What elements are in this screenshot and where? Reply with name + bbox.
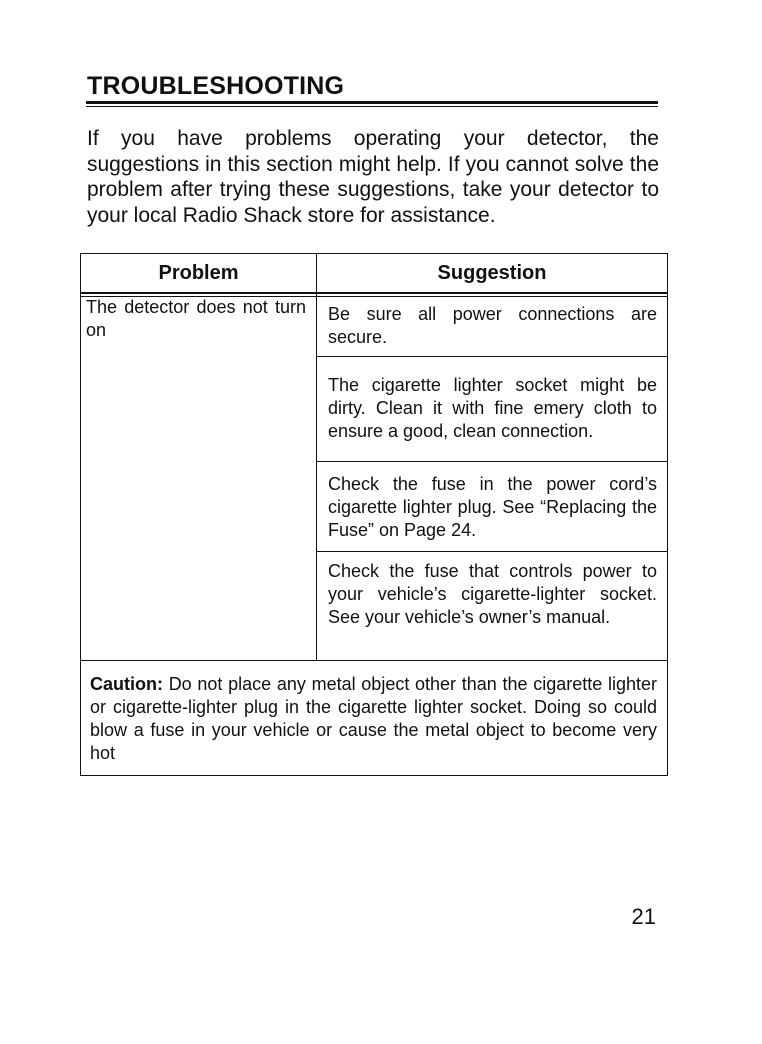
- suggestion-divider: [317, 356, 667, 357]
- header-suggestion: Suggestion: [437, 262, 547, 284]
- problem-cell: The detector does not turn on: [86, 297, 306, 340]
- intro-paragraph: If you have problems operating your detector, the suggestions in this section might help. If you cannot solve the problem after trying these suggestions, take your detector to your local Radio Shack store for assistance.: [87, 127, 659, 227]
- caution-note: [90, 673, 657, 765]
- caution-label: Caution:: [90, 674, 163, 694]
- header-problem: Problem: [158, 262, 239, 284]
- page-title: TROUBLESHOOTING: [87, 72, 345, 100]
- page-number: 21: [631, 904, 656, 929]
- caution-text: Do not place any metal object other than the cigarette lighter or cigarette-lighter plug in the cigarette lighter socket. Doing so could blow a fuse in your vehicle or cause the metal object to become very hot: [90, 674, 657, 763]
- column-divider: [316, 254, 317, 660]
- suggestion-divider: [317, 461, 667, 462]
- suggestion-cell-4: Check the fuse that controls power to your vehicle’s cigarette-lighter socket. See your vehicle’s owner’s manual.: [328, 561, 657, 627]
- caution-divider: [81, 660, 667, 661]
- suggestion-cell-2: The cigarette lighter socket might be dirty. Clean it with fine emery cloth to ensure a good, clean connection.: [328, 375, 657, 441]
- suggestion-cell-1: Be sure all power connections are secure.: [328, 304, 657, 347]
- suggestion-cell-3: Check the fuse in the power cord’s cigarette lighter plug. See “Replacing the Fuse” on Page 24.: [328, 474, 657, 540]
- header-rule: [81, 292, 667, 294]
- title-underline: [86, 101, 658, 104]
- suggestion-divider: [317, 551, 667, 552]
- title-underline-thin: [86, 106, 658, 107]
